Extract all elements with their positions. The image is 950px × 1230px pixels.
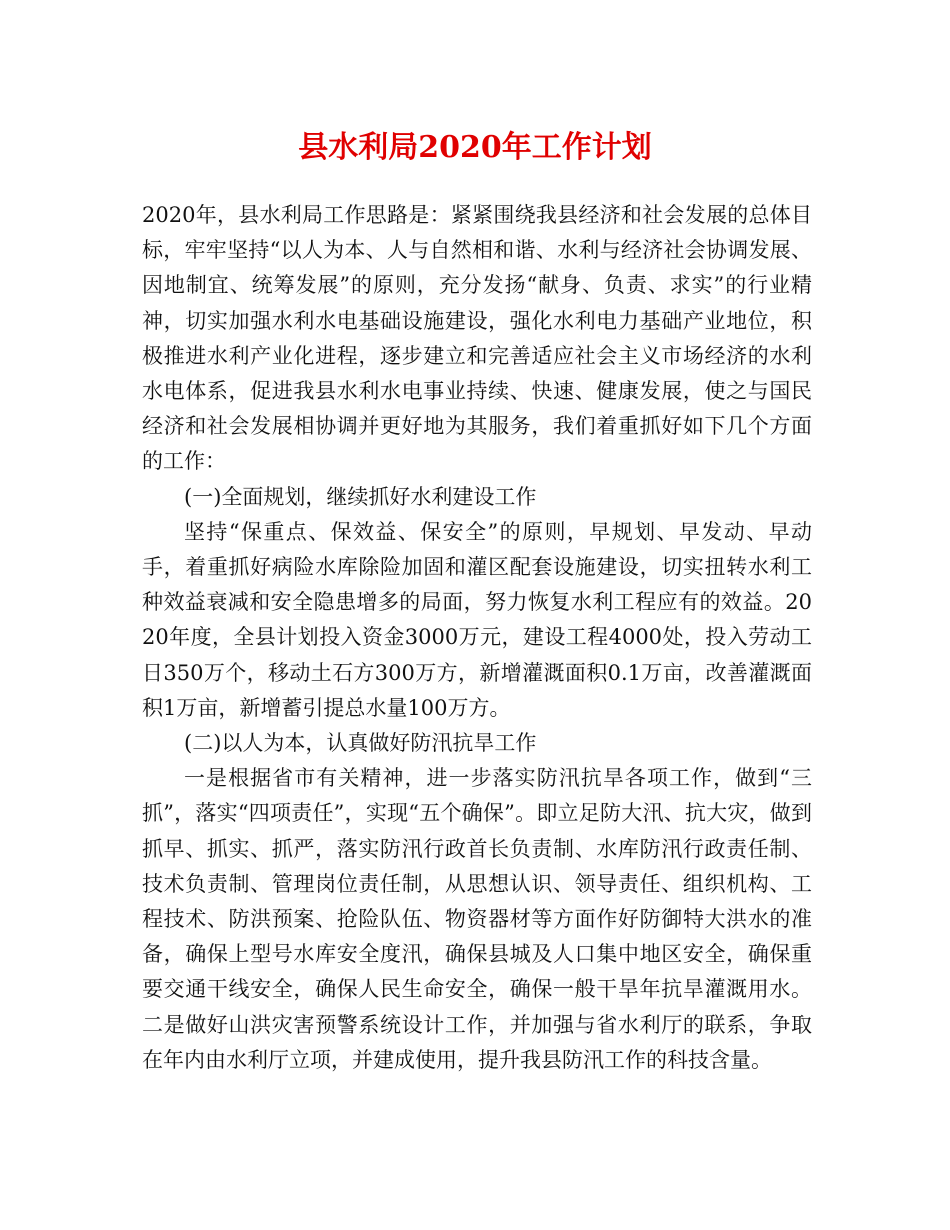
paragraph-section-1: 坚持“保重点、保效益、保安全”的原则，早规划、早发动、早动手，着重抓好病险水库除险加固和灌区配套设施建设，切实扭转水利工种效益衰减和安全隐患增多的局面，努力恢复水利工程应有的效益。2020年度，全县计划投入资金3000万元，建设工程4000处，投入劳动工日350万个，移动土石方300万方，新增灌溉面积0.1万亩，改善灌溉面积1万亩，新增蓄引提总水量100万方。 (142, 519, 812, 720)
document-body (142, 198, 812, 1078)
section-heading-2: (二)以人为本，认真做好防汛抗旱工作 (184, 731, 537, 756)
paragraph-section-2: 一是根据省市有关精神，进一步落实防汛抗旱各项工作，做到“三抓”，落实“四项责任”，实现“五个确保”。即立足防大汛、抗大灾，做到抓早、抓实、抓严，落实防汛行政首长负责制、水库防汛行政责任制、技术负责制、管理岗位责任制，从思想认识、领导责任、组织机构、工程技术、防洪预案、抢险队伍、物资器材等方面作好防御特大洪水的准备，确保上型号水库安全度汛，确保县城及人口集中地区安全，确保重要交通干线安全，确保人民生命安全，确保一般干旱年抗旱灌溉用水。二是做好山洪灾害预警系统设计工作，并加强与省水利厅的联系，争取在年内由水利厅立项，并建成使用，提升我县防汛工作的科技含量。 (142, 766, 812, 1072)
section-heading-1: (一)全面规划，继续抓好水利建设工作 (184, 484, 537, 509)
document-title: 县水利局2020年工作计划 (298, 130, 652, 165)
paragraph-intro: 2020年，县水利局工作思路是：紧紧围绕我县经济和社会发展的总体目标，牢牢坚持“以人为本、人与自然相和谐、水利与经济社会协调发展、因地制宜、统筹发展”的原则，充分发扬“献身、负责、求实”的行业精神，切实加强水利水电基础设施建设，强化水利电力基础产业地位，积极推进水利产业化进程，逐步建立和完善适应社会主义市场经济的水利水电体系，促进我县水利水电事业持续、快速、健康发展，使之与国民经济和社会发展相协调并更好地为其服务，我们着重抓好如下几个方面的工作： (142, 203, 812, 474)
